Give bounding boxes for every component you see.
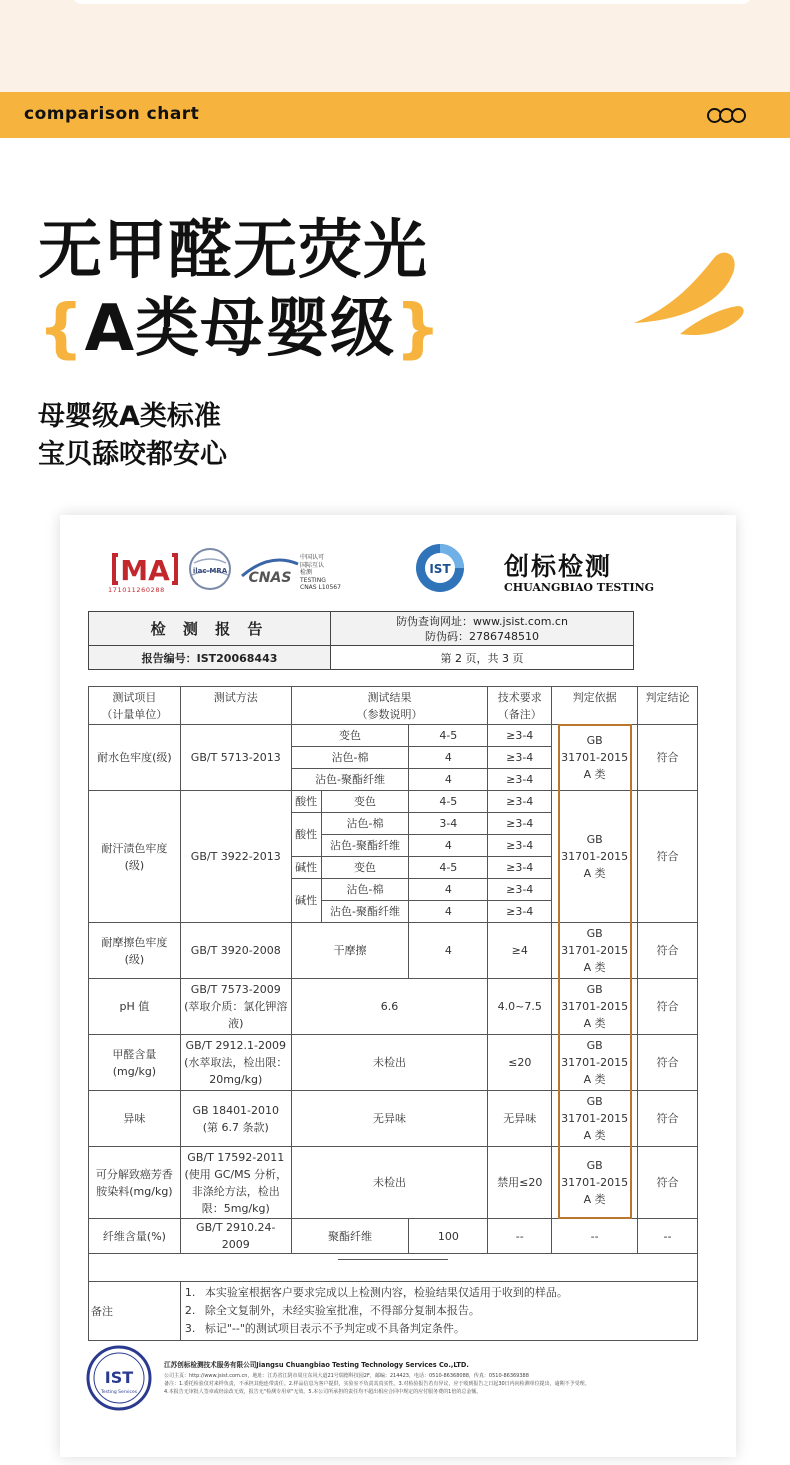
cnas-line: TESTING <box>300 576 326 584</box>
cell-basis: -- <box>552 1219 638 1254</box>
note-number: 1. <box>184 1286 196 1299</box>
item-line: 胺染料(mg/kg) <box>96 1184 173 1198</box>
item-line: 耐汗渍色牢度 <box>101 841 168 855</box>
top-banner <box>0 0 790 92</box>
company-info: 公司主页：http://www.jsist.com.cn，地址：江苏省江阴市周庄东风大道21号瑞德科技园2F，邮编：214423，电话：0510-86368088，传真：0510-86369388 <box>164 1373 529 1379</box>
basis-line: 31701-2015 <box>561 1000 629 1013</box>
website-text: 防伪查询网址：www.jsist.com.cn <box>396 614 568 628</box>
cell-conclusion: 符合 <box>638 791 698 923</box>
brace-close: } <box>395 292 442 366</box>
basis-line: 31701-2015 <box>561 944 629 957</box>
cell-item <box>89 923 181 979</box>
cell-value: 3-4 <box>409 813 488 835</box>
cell-value: 4 <box>409 835 488 857</box>
cell-req: -- <box>488 1219 552 1254</box>
basis-line: A 类 <box>583 1073 606 1086</box>
section-title: comparison chart <box>24 104 200 124</box>
method-line: (水萃取法，检出限： <box>184 1056 288 1069</box>
cell-method: GB/T 3922-2013 <box>180 791 291 923</box>
method-line: (第 6.7 条款) <box>202 1120 269 1134</box>
basis-line: 31701-2015 <box>561 1112 629 1125</box>
cell-item <box>89 791 181 923</box>
cell-req: ≤20 <box>488 1035 552 1091</box>
method-line: GB/T 17592-2011 <box>187 1150 285 1164</box>
header-text: 测试项目 <box>112 690 157 704</box>
cnas-text <box>300 554 341 592</box>
item-line: (级) <box>124 858 145 872</box>
cell-conclusion: 符合 <box>638 1035 698 1091</box>
cell-sub: 沾色-棉 <box>321 813 409 835</box>
cell-req: ≥3-4 <box>488 813 552 835</box>
cell-method: GB/T 3920-2008 <box>180 923 291 979</box>
cma-number: 171011260288 <box>108 586 165 594</box>
cell-value: 未检出 <box>291 1147 488 1219</box>
cell-value: 100 <box>409 1219 488 1254</box>
company-name: 江苏创标检测技术服务有限公司Jiangsu Chuangbiao Testing Technology Services Co.,LTD. <box>164 1361 469 1369</box>
cell-method: GB/T 5713-2013 <box>180 725 291 791</box>
cell-sub: 沾色-棉 <box>291 747 409 769</box>
col-header-requirement <box>488 687 552 725</box>
cell-alkali: 碱性 <box>291 857 321 879</box>
cell-acid: 酸性 <box>291 791 321 813</box>
basis-line: A 类 <box>583 961 606 974</box>
basis-line: GB <box>586 1039 603 1052</box>
cell-req: ≥3-4 <box>488 879 552 901</box>
cell-conclusion: -- <box>638 1219 698 1254</box>
basis-line: GB <box>586 983 603 996</box>
svg-text:CNAS: CNAS <box>248 570 292 586</box>
cell-req: ≥3-4 <box>488 835 552 857</box>
report-number: 报告编号：IST20068443 <box>89 646 331 670</box>
report-footer <box>60 1341 736 1457</box>
cell-value: 6.6 <box>291 979 488 1035</box>
ist-seal-icon <box>86 1345 152 1411</box>
cell-method <box>180 1091 291 1147</box>
section-bar <box>0 92 790 138</box>
report-title: 检 测 报 告 <box>89 612 331 646</box>
subheadline-line-2: 宝贝舔咬都安心 <box>38 439 227 470</box>
cnas-logo-icon <box>238 552 302 588</box>
report-header-table <box>88 611 634 670</box>
basis-line: GB <box>586 1159 603 1172</box>
cell-sub: 变色 <box>291 725 409 747</box>
cell-method: GB/T 2910.24-2009 <box>180 1219 291 1254</box>
cell-value: 未检出 <box>291 1035 488 1091</box>
cell-sub: 沾色-聚酯纤维 <box>321 835 409 857</box>
cell-value: 4 <box>409 769 488 791</box>
cell-method <box>180 1147 291 1219</box>
company-note: 4.本报告无审批人签章或经涂改无效，报告无"检测专用章"无效。5.本公司所承担的责任均不超出相应合同中规定的应付服务费的1倍的总金额。 <box>164 1389 482 1395</box>
notes-cell <box>180 1282 697 1341</box>
header-text: （参数说明） <box>356 707 423 721</box>
cell-item <box>89 1035 181 1091</box>
basis-line: GB <box>586 833 603 846</box>
cell-value: 4 <box>409 879 488 901</box>
cnas-line: CNAS L10567 <box>300 584 341 591</box>
lab-name-cn: 创标检测 <box>504 552 613 581</box>
report-logos <box>60 515 736 615</box>
item-line: (级) <box>124 952 145 966</box>
end-line <box>338 1259 448 1260</box>
cell-item <box>89 1147 181 1219</box>
cell-req: ≥4 <box>488 923 552 979</box>
note-text: 除全文复制外，未经实验室批准，不得部分复制本报告。 <box>204 1304 480 1317</box>
test-report <box>60 515 736 1457</box>
cnas-line: 中国认可 <box>300 554 325 561</box>
cell-value: 4-5 <box>409 725 488 747</box>
svg-text:MA: MA <box>120 554 170 587</box>
cell-conclusion: 符合 <box>638 1147 698 1219</box>
col-header-result <box>291 687 488 725</box>
cell-method <box>180 1035 291 1091</box>
cell-item: 纤维含量(%) <box>89 1219 181 1254</box>
cell-sub: 变色 <box>321 857 409 879</box>
cell-conclusion: 符合 <box>638 1091 698 1147</box>
top-card-edge <box>72 0 752 4</box>
cell-sub: 变色 <box>321 791 409 813</box>
table-row <box>89 1254 698 1282</box>
cell-value: 4-5 <box>409 857 488 879</box>
basis-line: 31701-2015 <box>561 1056 629 1069</box>
method-line: GB/T 7573-2009 <box>190 983 281 996</box>
basis-line: GB <box>586 734 603 747</box>
note-line <box>185 1302 697 1320</box>
company-note: 备注：1.委托检验仅对来样负责，不承担其他连带责任。2.样品信息为客户提供，实验室不负责其真实性。3.对检验报告若有异议，应于收到报告之日起30日内向检测单位提出，逾期不予受理。 <box>164 1381 590 1387</box>
method-line: GB/T 2912.1-2009 <box>185 1039 286 1052</box>
cell-req: ≥3-4 <box>488 791 552 813</box>
headline-line-2 <box>38 290 442 368</box>
item-line: 可分解致癌芳香 <box>95 1167 173 1181</box>
header-text: （备注） <box>497 707 542 721</box>
highlight-frame <box>558 724 632 1219</box>
cell-value: 4 <box>409 747 488 769</box>
basis-line: 31701-2015 <box>561 850 629 863</box>
cell-conclusion: 符合 <box>638 979 698 1035</box>
basis-line: A 类 <box>583 768 606 781</box>
cell-sub: 沾色-聚酯纤维 <box>321 901 409 923</box>
table-row <box>89 1219 698 1254</box>
method-line: 20mg/kg) <box>209 1073 263 1086</box>
col-header-basis: 判定依据 <box>552 687 638 725</box>
cnas-line: 检测 <box>300 569 313 576</box>
basis-line: 31701-2015 <box>561 1176 629 1189</box>
note-line <box>185 1320 697 1338</box>
report-website <box>331 612 634 646</box>
note-line <box>185 1284 697 1302</box>
method-line: GB 18401-2010 <box>192 1103 280 1117</box>
cell-alkali: 碱性 <box>291 879 321 923</box>
basis-line: GB <box>586 927 603 940</box>
cell-sub: 沾色-聚酯纤维 <box>291 769 409 791</box>
cell-item: 耐水色牢度(级) <box>89 725 181 791</box>
ilac-mra-logo-icon <box>188 547 232 591</box>
cell-sub: 干摩擦 <box>291 923 409 979</box>
col-header-method: 测试方法 <box>180 687 291 725</box>
header-text: 测试结果 <box>367 690 412 704</box>
code-text: 防伪码：2786748510 <box>425 629 539 643</box>
method-line: (使用 GC/MS 分析， <box>184 1167 288 1181</box>
item-line: (mg/kg) <box>112 1064 157 1078</box>
cell-item: 异味 <box>89 1091 181 1147</box>
item-line: 甲醛含量 <box>112 1047 157 1061</box>
note-number: 3. <box>184 1322 196 1335</box>
table-header-row <box>89 687 698 725</box>
brace-open: { <box>38 292 85 366</box>
cell-req: 禁用≤20 <box>488 1147 552 1219</box>
method-line: 液) <box>228 1017 244 1030</box>
subheadline <box>38 398 227 474</box>
report-page: 第 2 页，共 3 页 <box>331 646 634 670</box>
basis-line: A 类 <box>583 1193 606 1206</box>
cell-value: 4 <box>409 901 488 923</box>
svg-text:Testing Services: Testing Services <box>100 1390 138 1395</box>
blank-cell <box>89 1254 698 1282</box>
cell-req: ≥3-4 <box>488 769 552 791</box>
method-line: 非涤纶方法，检出 <box>191 1184 280 1198</box>
cell-req: ≥3-4 <box>488 857 552 879</box>
cell-req: 4.0~7.5 <box>488 979 552 1035</box>
basis-line: A 类 <box>583 1129 606 1142</box>
cell-value: 4-5 <box>409 791 488 813</box>
header-text: （计量单位） <box>101 707 168 721</box>
note-text: 标记"--"的测试项目表示不予判定或不具备判定条件。 <box>204 1322 465 1335</box>
splash-decoration-icon <box>630 248 750 343</box>
cell-req: 无异味 <box>488 1091 552 1147</box>
cell-value: 4 <box>409 923 488 979</box>
basis-line: A 类 <box>583 867 606 880</box>
cell-sub: 聚酯纤维 <box>291 1219 409 1254</box>
headline-line-2-text: A类母婴级 <box>84 292 396 366</box>
cell-acid: 酸性 <box>291 813 321 857</box>
cnas-line: 国际互认 <box>300 561 325 569</box>
headline <box>38 212 442 368</box>
cell-sub: 沾色-棉 <box>321 879 409 901</box>
lab-name-en: CHUANGBIAO TESTING <box>504 581 655 594</box>
note-text: 本实验室根据客户要求完成以上检测内容，检验结果仅适用于收到的样品。 <box>204 1286 568 1299</box>
ist-logo-icon <box>414 542 466 594</box>
method-line: (萃取介质：氯化钾溶 <box>184 1000 288 1013</box>
svg-text:IST: IST <box>104 1368 134 1387</box>
cell-req: ≥3-4 <box>488 747 552 769</box>
svg-text:ilac-MRA: ilac-MRA <box>192 567 228 575</box>
cell-conclusion: 符合 <box>638 923 698 979</box>
cell-conclusion: 符合 <box>638 725 698 791</box>
col-header-item <box>89 687 181 725</box>
notes-row <box>89 1282 698 1341</box>
basis-line: A 类 <box>583 1017 606 1030</box>
item-line: 耐摩擦色牢度 <box>101 935 168 949</box>
cell-value: 无异味 <box>291 1091 488 1147</box>
cell-item: pH 值 <box>89 979 181 1035</box>
cell-req: ≥3-4 <box>488 901 552 923</box>
basis-line: GB <box>586 1095 603 1108</box>
note-number: 2. <box>184 1304 196 1317</box>
method-line: 限：5mg/kg) <box>201 1201 270 1215</box>
subheadline-line-1: 母婴级A类标准 <box>38 401 221 432</box>
notes-label: 备注 <box>89 1282 181 1341</box>
basis-line: 31701-2015 <box>561 751 629 764</box>
cell-method <box>180 979 291 1035</box>
cell-req: ≥3-4 <box>488 725 552 747</box>
headline-line-1: 无甲醛无荧光 <box>38 214 428 288</box>
col-header-conclusion: 判定结论 <box>638 687 698 725</box>
svg-text:IST: IST <box>429 562 451 576</box>
dots-icon <box>710 108 746 123</box>
header-text: 技术要求 <box>497 690 542 704</box>
